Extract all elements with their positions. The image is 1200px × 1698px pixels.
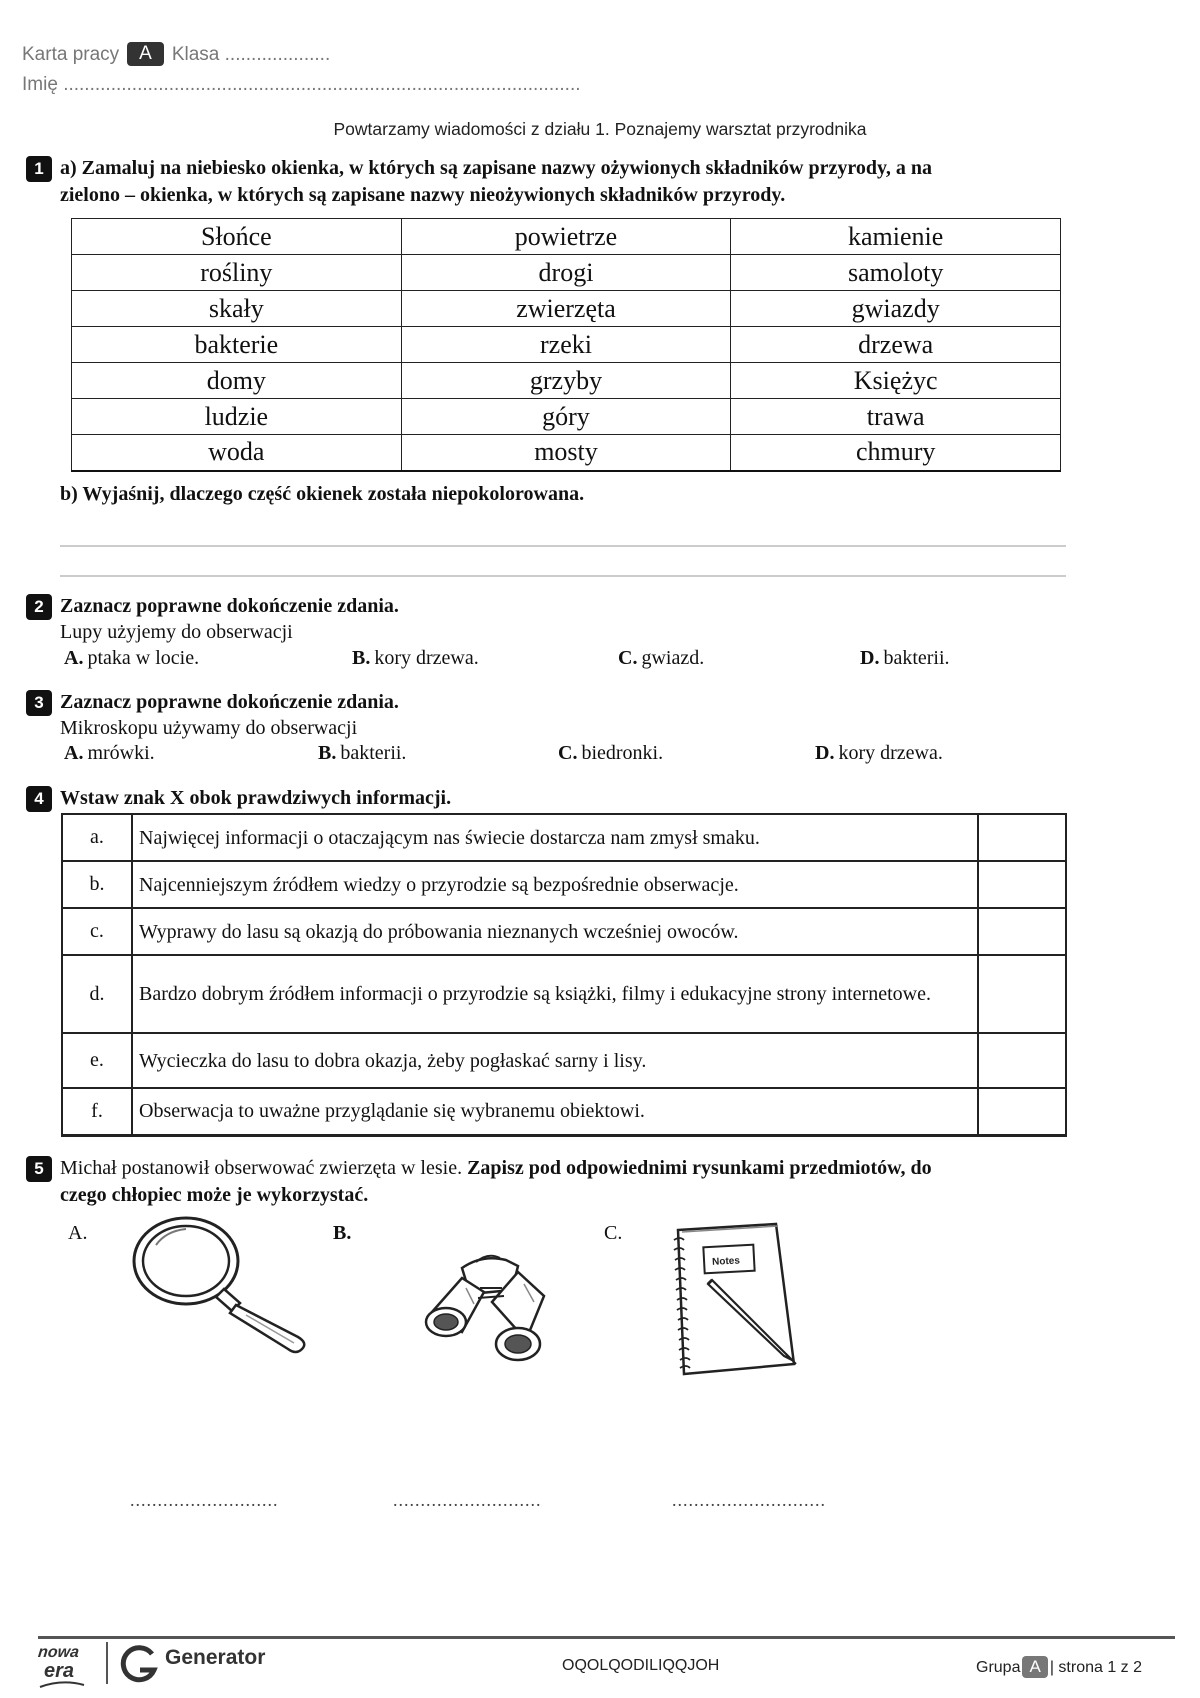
word-cell[interactable]: mosty [401,435,731,471]
row-statement: Wyprawy do lasu są okazją do próbowania nieznanych wcześniej owoców. [132,908,978,955]
word-cell[interactable]: samoloty [731,255,1061,291]
row-statement: Bardzo dobrym źródłem informacji o przyrodzie są książki, filmy i edukacyjne strony internetowe. [132,955,978,1033]
answer-line-2[interactable] [60,575,1066,577]
item-letter-b: B. [333,1222,352,1244]
answer-box-e[interactable] [978,1033,1066,1088]
name-label: Imię [22,74,58,95]
task2-option-a[interactable] [64,647,199,670]
word-cell[interactable]: gwiazdy [731,291,1061,327]
task3-option-c[interactable] [558,742,663,765]
elements-of-nature-table [71,218,1061,472]
table-row [62,814,1066,861]
answer-box-f[interactable] [978,1088,1066,1135]
row-letter: a. [62,814,132,861]
page-indicator: | strona 1 z 2 [1049,1659,1143,1676]
option-text: bakterii. [883,647,950,669]
table-row [72,291,1061,327]
word-cell[interactable]: góry [401,399,731,435]
table-row [72,435,1061,471]
generator-logo-icon [120,1644,160,1684]
logo-swoosh-icon [38,1681,96,1689]
option-letter: C. [618,647,638,669]
task5-intro: Michał postanowił obserwować zwierzęta w lesie. [60,1157,463,1179]
task-number-5: 5 [26,1156,52,1182]
table-row [72,327,1061,363]
binoculars-icon [422,1248,558,1366]
option-text: ptaka w locie. [87,647,200,669]
table-row [62,908,1066,955]
word-cell[interactable]: ludzie [72,399,402,435]
option-text: bakterii. [340,742,407,764]
task3-option-b[interactable] [318,742,406,765]
row-letter: e. [62,1033,132,1088]
task1-instruction-a-line1: a) Zamaluj na niebiesko okienka, w których są zapisane nazwy ożywionych składników przyrody, a na [60,157,932,179]
table-row [62,955,1066,1033]
table-row [62,1088,1066,1135]
word-cell[interactable]: trawa [731,399,1061,435]
option-letter: A. [64,742,84,764]
logo-nowa: nowa [37,1644,80,1661]
row-statement: Wycieczka do lasu to dobra okazja, żeby pogłaskać sarny i lisy. [132,1033,978,1088]
task3-stem: Mikroskopu używamy do obserwacji [60,717,358,739]
worksheet-label: Karta pracy [22,44,120,65]
task2-option-d[interactable] [860,647,950,670]
row-letter: f. [62,1088,132,1135]
answer-field-c[interactable]: ............................ [672,1490,826,1510]
group-badge-footer: A [1022,1656,1047,1678]
option-text: gwiazd. [641,647,705,669]
name-field[interactable]: .................................................................................................. [63,74,581,95]
footer-divider [106,1642,108,1684]
word-cell[interactable]: bakterie [72,327,402,363]
word-cell[interactable]: domy [72,363,402,399]
option-letter: B. [318,742,337,764]
word-cell[interactable]: rośliny [72,255,402,291]
option-letter: A. [64,647,84,669]
task-number-4: 4 [26,786,52,812]
item-letter-a: A. [68,1222,88,1244]
task5-instruction-line1 [60,1155,932,1182]
answer-box-a[interactable] [978,814,1066,861]
table-row [72,255,1061,291]
word-cell[interactable]: powietrze [401,219,731,255]
row-letter: b. [62,861,132,908]
page-title: Powtarzamy wiadomości z działu 1. Poznajemy warsztat przyrodnika [333,119,867,139]
task5-instruction-line2: czego chłopiec może je wykorzystać. [60,1184,369,1206]
logo-era: era [44,1660,75,1682]
table-row [72,363,1061,399]
generator-label: Generator [165,1646,266,1669]
magnifying-glass-icon [128,1215,314,1355]
task2-option-c[interactable] [618,647,704,670]
table-row [72,219,1061,255]
option-text: kory drzewa. [374,647,479,669]
word-cell[interactable]: zwierzęta [401,291,731,327]
group-label: Grupa [976,1659,1021,1676]
row-letter: d. [62,955,132,1033]
option-text: mrówki. [87,742,155,764]
table-row [72,399,1061,435]
document-code: OQOLQODILIQQJOH [562,1657,720,1674]
word-cell[interactable]: drzewa [731,327,1061,363]
task2-option-b[interactable] [352,647,479,670]
word-cell[interactable]: chmury [731,435,1061,471]
row-letter: c. [62,908,132,955]
task2-stem: Lupy użyjemy do obserwacji [60,621,293,643]
option-text: kory drzewa. [838,742,943,764]
word-cell[interactable]: kamienie [731,219,1061,255]
table-row [62,861,1066,908]
task1-instruction-a-line2: zielono – okienka, w których są zapisane nazwy nieożywionych składników przyrody. [60,184,786,206]
word-cell[interactable]: skały [72,291,402,327]
notebook-label: Notes [711,1255,741,1268]
task3-option-a[interactable] [64,742,155,765]
option-letter: C. [558,742,578,764]
notebook-icon [668,1222,804,1378]
nowa-era-logo [38,1645,96,1689]
task-number-1: 1 [26,156,52,182]
word-cell[interactable]: drogi [401,255,731,291]
task2-instruction: Zaznacz poprawne dokończenie zdania. [60,595,399,617]
answer-box-c[interactable] [978,908,1066,955]
answer-field-a[interactable]: ........................... [130,1490,279,1510]
footer-group [976,1656,1142,1678]
task4-instruction: Wstaw znak X obok prawdziwych informacji. [60,787,452,809]
option-text: biedronki. [581,742,664,764]
word-cell[interactable]: rzeki [401,327,731,363]
class-label: Klasa [171,44,220,65]
item-letter-c: C. [604,1222,623,1244]
worksheet-header [22,42,330,66]
answer-line-1[interactable] [60,545,1066,547]
task3-instruction: Zaznacz poprawne dokończenie zdania. [60,691,399,713]
answer-box-d[interactable] [978,955,1066,1033]
row-statement: Najcenniejszym źródłem wiedzy o przyrodzie są bezpośrednie obserwacje. [132,861,978,908]
group-badge: A [127,42,164,66]
task-number-2: 2 [26,594,52,620]
word-cell[interactable]: grzyby [401,363,731,399]
footer-rule [38,1636,1175,1639]
task-number-3: 3 [26,690,52,716]
answer-field-b[interactable]: ........................... [393,1490,542,1510]
table-row [62,1033,1066,1088]
true-false-table [61,813,1067,1137]
row-statement: Obserwacja to uważne przyglądanie się wybranemu obiektowi. [132,1088,978,1135]
option-letter: D. [860,647,880,669]
task1-instruction-b: b) Wyjaśnij, dlaczego część okienek została niepokolorowana. [60,483,585,505]
name-row [22,74,581,96]
word-cell[interactable]: Księżyc [731,363,1061,399]
answer-box-b[interactable] [978,861,1066,908]
row-statement: Najwięcej informacji o otaczającym nas świecie dostarcza nam zmysł smaku. [132,814,978,861]
task3-option-d[interactable] [815,742,943,765]
task5-instruction: Zapisz pod odpowiednimi rysunkami przedmiotów, do [467,1157,932,1179]
option-letter: B. [352,647,371,669]
class-field[interactable]: .................... [224,44,331,65]
word-cell[interactable]: woda [72,435,402,471]
option-letter: D. [815,742,835,764]
word-cell[interactable]: Słońce [72,219,402,255]
